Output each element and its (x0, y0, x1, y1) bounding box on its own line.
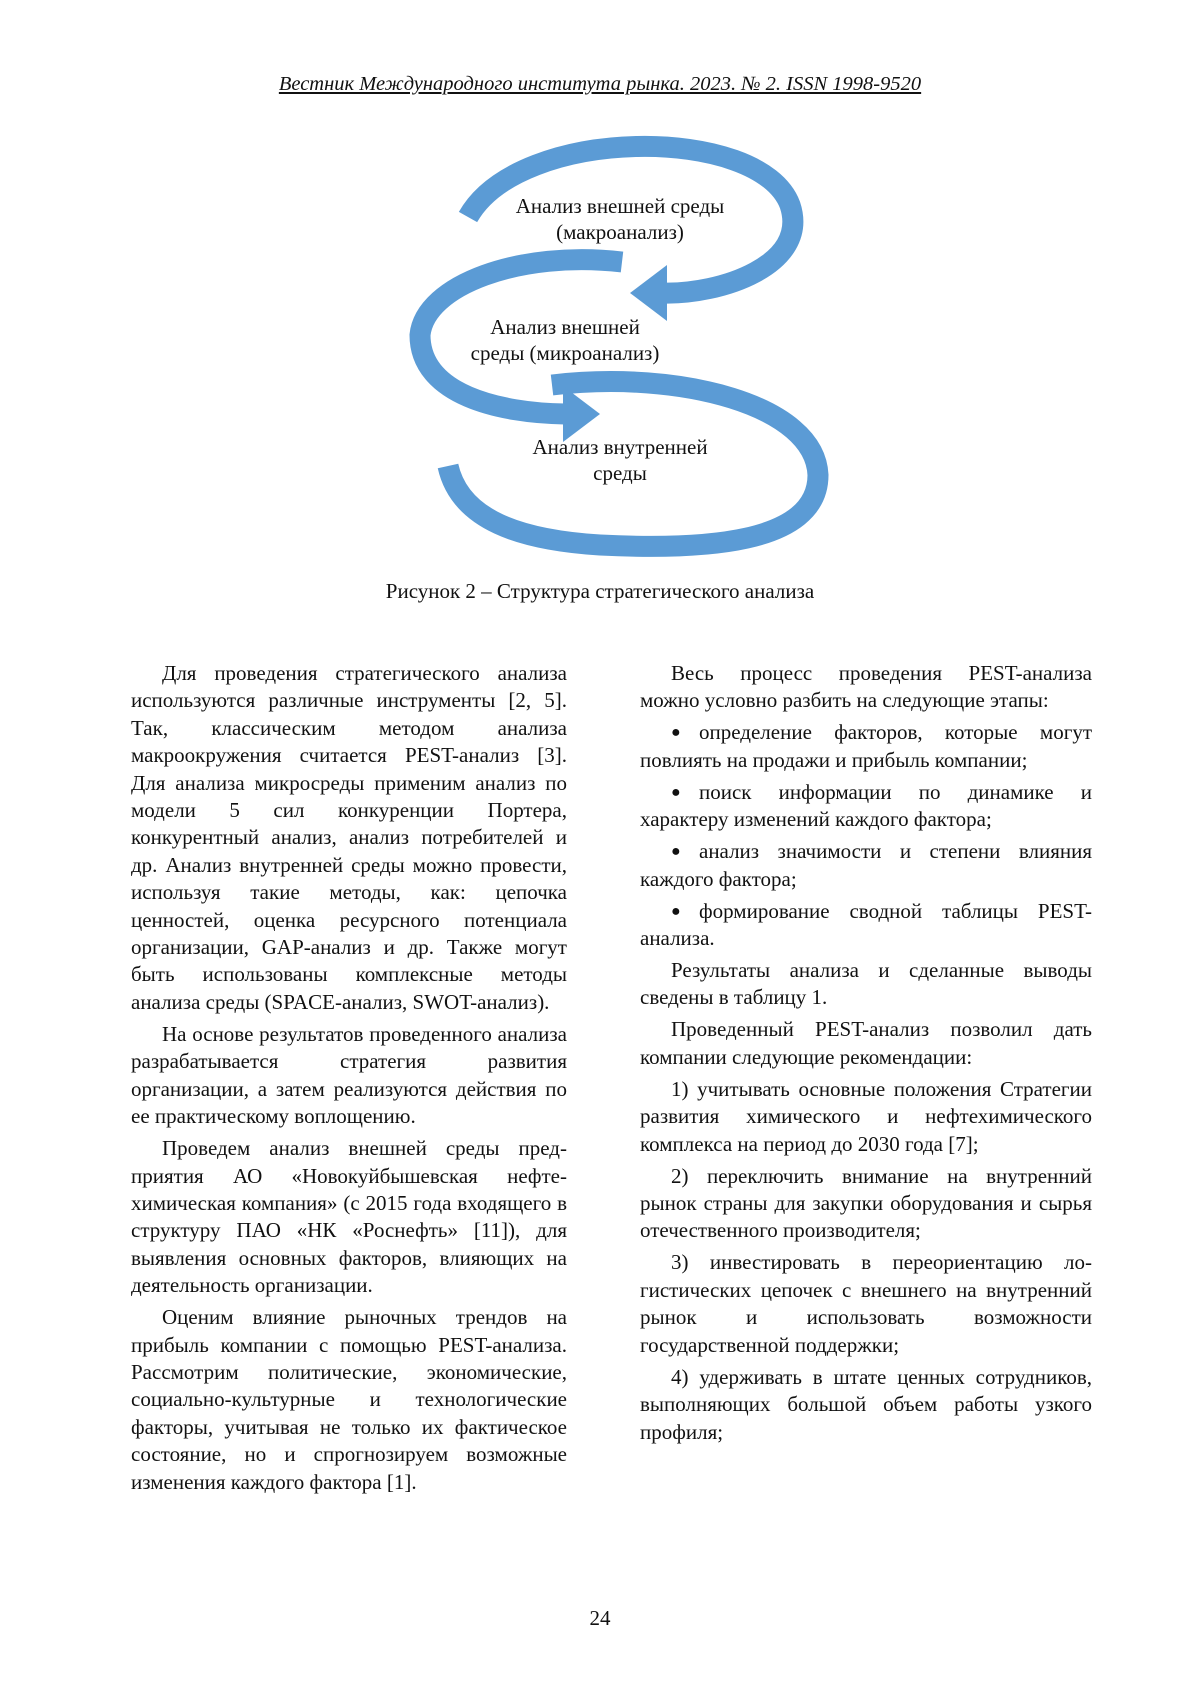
right-intro-paragraph: Весь процесс проведения PEST-анализа можно условно разбить на следующие этапы: (640, 661, 1092, 713)
strategic-analysis-figure (0, 0, 1200, 620)
bullet-icon: ● (671, 724, 681, 742)
stage-internal-line2: среды (593, 461, 647, 485)
list-item-text: поиск информации по динамике и характеру изменений каждого фактора; (640, 779, 1092, 832)
journal-header: Вестник Международного института рынка. 2023. № 2. ISSN 1998-9520 (278, 73, 922, 95)
stage-micro-line1: Анализ внешней (490, 315, 640, 339)
left-paragraph: Оценим влияние рыночных трендов на прибыль компании с помощью PEST-анализа. Рассмотрим политические, экономические, социально-культурные и технологические факторы, учитывая не только их фактическое состояние, но и спрогнозируем возможные изменения каждого фактора [1]. (131, 1305, 567, 1494)
list-item-text: определение факторов, которые могут повлиять на продажи и прибыль компании; (640, 720, 1092, 772)
stage-internal-label (500, 434, 740, 486)
stage-internal-line1: Анализ внутренней (532, 435, 708, 459)
left-paragraph: На основе результатов проведенного анализа разрабатывается стратегия развития организации, а затем реализуются действия по ее практическому воплощению. (131, 1021, 567, 1129)
right-column (640, 660, 1092, 1451)
recommendation-paragraph: 2) переключить внимание на внутренний рынок страны для закупки оборудования и сырья отечественного производителя; (640, 1163, 1092, 1243)
s-curve-arrows-diagram (0, 0, 1200, 620)
page-number: 24 (589, 1606, 611, 1630)
top-arrowhead (630, 265, 667, 321)
bullet-icon: ● (671, 783, 681, 801)
stage-macro-label (470, 193, 770, 245)
pest-stages-list (640, 719, 1092, 952)
recommendation-paragraph: 4) удерживать в штате ценных сотрудников, выполняющих большой объем работы узкого профиля; (640, 1364, 1092, 1444)
left-column (131, 660, 567, 1501)
right-paragraph: Результаты анализа и сделанные выводы сведены в таблицу 1. (640, 958, 1092, 1010)
list-item (640, 838, 1092, 893)
recommendation-paragraph: 1) учитывать основные положения Стратегии развития химического и нефтехимического комплекса на период до 2030 года [7]; (640, 1076, 1092, 1156)
list-item (640, 898, 1092, 953)
list-item-text: анализ значимости и степени влияния каждого фактора; (640, 839, 1092, 891)
list-item-text: формирование сводной таблицы PEST-анализа. (640, 898, 1092, 951)
list-item (640, 719, 1092, 774)
left-paragraph: Для проведения стратегического анализа используются различные инструменты [2, 5]. Так, классическим методом анализа макроокружения считается PEST-анализ [3]. Для анализа микросреды применим анализ по модели 5 сил конкуренции Портера, конкурентный анализ, анализ потребителей и др. Анализ внутренней среды можно провести, используя такие методы, как: цепочка ценностей, оценка ресурсного потенциала организации, GAP-анализ и др. Также могут быть использованы комплексные методы анализа среды (SPACE-анализ, SWOT-анализ). (131, 661, 567, 1014)
bullet-icon: ● (671, 902, 681, 920)
left-paragraph: Проведем анализ внешней среды предприятия АО «Новокуйбышевская нефтехимическая компания» (с 2015 года входящего в структуру ПАО «НК «Роснефть» [11]), для выявления основных факторов, влияющих на деятельность организации. (131, 1136, 567, 1298)
stage-macro-line1: Анализ внешней среды (515, 194, 725, 218)
figure-caption: Рисунок 2 – Структура стратегического анализа (385, 579, 815, 603)
stage-macro-line2: (макроанализ) (556, 220, 684, 244)
stage-micro-label (440, 314, 690, 366)
bullet-icon: ● (671, 843, 681, 861)
right-paragraph: Проведенный PEST-анализ позволил дать компании следующие рекомендации: (640, 1017, 1092, 1069)
stage-micro-line2: среды (микроанализ) (470, 341, 660, 365)
recommendation-paragraph: 3) инвестировать в переориентацию логистических цепочек с внешнего на внутренний рынок и использовать возможности государственной поддержки; (640, 1250, 1092, 1357)
list-item (640, 779, 1092, 834)
